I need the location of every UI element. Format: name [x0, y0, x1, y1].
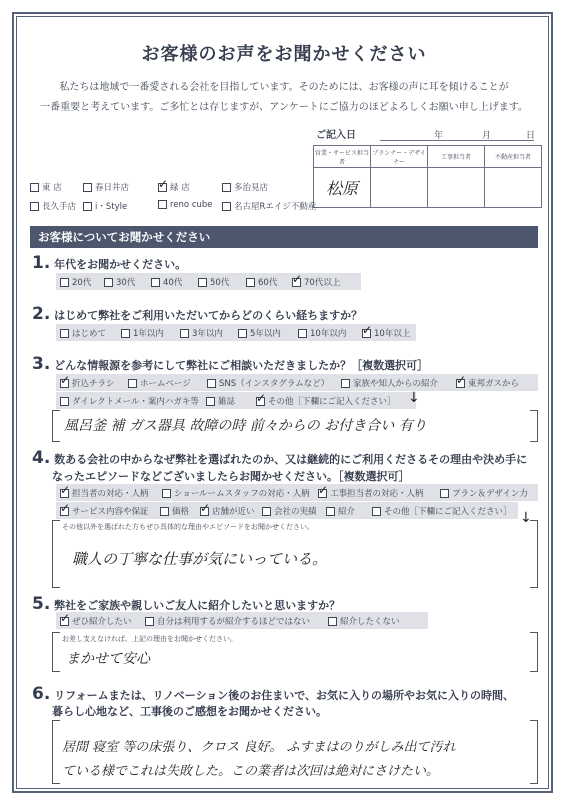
checkmark-icon: ✓ [158, 177, 169, 191]
q3-checkbox[interactable] [128, 379, 137, 388]
q3-question [32, 354, 428, 374]
q2-option[interactable] [60, 327, 106, 339]
q3-option-label: 東邦ガスから [468, 379, 520, 389]
staff-value-realestate[interactable] [485, 168, 542, 208]
q5-answer-bracket-right [530, 632, 538, 672]
store-option[interactable] [158, 200, 213, 210]
q4-option-label: プラン＆デザイン力 [452, 489, 528, 499]
q2-option[interactable] [180, 327, 223, 339]
q2-text: はじめて弊社をご利用いただいてからどのくらい経ちますか？ [54, 309, 363, 322]
q4-checkbox[interactable] [200, 501, 211, 516]
store-option[interactable] [83, 200, 127, 212]
q4-answer-bracket-left [52, 520, 60, 588]
entry-date-label: ご記入日 [316, 130, 356, 141]
staff-header-realestate: 不動産担当者 [485, 146, 542, 168]
q4-option-label: ショールームスタッフの対応・人柄 [174, 489, 310, 499]
q4-option-label: 店舗が近い [212, 507, 255, 517]
q4-question-line-2: なったエピソードなどございましたらお聞かせください。［複数選択可］ [52, 470, 410, 483]
checkmark-icon: ✓ [456, 373, 467, 387]
store-label: i・Style [95, 202, 128, 212]
store-checkbox[interactable] [158, 200, 167, 209]
q6-number: 6. [32, 684, 51, 704]
q3-checkbox[interactable] [206, 397, 215, 406]
q4-option-label: その他［下欄にご記入ください］ [384, 507, 512, 517]
q5-answer[interactable]: まかせて安心 [66, 651, 150, 667]
q6-text-1: リフォームまたは、リノベーション後のお住まいで、お気に入りの場所やお気に入りの時間、 [54, 689, 515, 702]
store-option[interactable] [30, 181, 62, 193]
q4-option-label: 会社の実績 [274, 507, 317, 517]
checkmark-icon: ✓ [292, 272, 303, 286]
q2-option[interactable] [238, 327, 281, 339]
q1-option[interactable] [151, 276, 182, 288]
q4-option-label: 価格 [172, 507, 190, 517]
q3-option-label: 雑誌 [218, 397, 236, 407]
q6-answer-bracket-right [530, 720, 538, 784]
q5-checkbox[interactable] [328, 617, 337, 626]
entry-year-label: 年 [434, 131, 444, 141]
store-checkbox[interactable] [83, 183, 92, 192]
q2-option-label: はじめて [72, 329, 107, 339]
store-option[interactable] [83, 181, 129, 193]
q2-checkbox[interactable] [121, 329, 130, 338]
q2-option-label: 5年以内 [250, 329, 281, 339]
q4-number: 4. [32, 448, 51, 468]
store-checkbox[interactable] [83, 202, 92, 211]
q2-option-label: 10年以内 [310, 329, 347, 339]
q4-checkbox[interactable] [372, 507, 381, 516]
store-checkbox[interactable] [158, 177, 169, 192]
q6-answer-line-2[interactable]: ている様でこれは失敗した。この業者は次回は絶対にさけたい。 [62, 764, 440, 779]
q2-checkbox[interactable] [180, 329, 189, 338]
q6-question-line-1 [32, 684, 514, 704]
q3-option-label: ホームページ [140, 379, 191, 389]
q3-answer-bracket-right [530, 410, 538, 442]
q5-option[interactable] [328, 615, 400, 627]
q1-option[interactable] [292, 272, 341, 288]
q3-option-label: 家族や知人からの紹介 [353, 379, 439, 389]
q1-checkbox[interactable] [60, 278, 69, 287]
q3-option[interactable] [341, 377, 438, 389]
q3-option[interactable] [256, 391, 396, 407]
q3-checkbox[interactable] [256, 391, 267, 406]
q2-checkbox[interactable] [238, 329, 247, 338]
q5-checkbox[interactable] [145, 617, 154, 626]
q5-option-label: 紹介したくない [340, 617, 400, 627]
q3-option[interactable] [206, 395, 235, 407]
q4-option-label: 工事担当者の対応・人柄 [330, 489, 424, 499]
q4-checkbox[interactable] [440, 489, 449, 498]
entry-date-underline [380, 140, 534, 141]
q2-checkbox[interactable] [362, 323, 373, 338]
q4-option-label: サービス内容や保証 [72, 507, 149, 517]
q3-option[interactable] [456, 373, 520, 389]
checkmark-icon: ✓ [60, 373, 71, 387]
checkmark-icon: ✓ [256, 391, 267, 405]
staff-header-sales: 営業・サービス担当者 [314, 146, 371, 168]
q4-checkbox[interactable] [262, 507, 271, 516]
q1-question [32, 253, 186, 273]
q4-option[interactable] [318, 483, 424, 499]
q2-checkbox[interactable] [60, 329, 69, 338]
intro-line-2: 一番重要と考えています。ご多忙とは存じますが、アンケートにご協力のほどよろしくお願い申し上げます。 [40, 102, 528, 113]
q1-text: 年代をお聞かせください。 [54, 258, 187, 271]
checkmark-icon: ✓ [318, 483, 329, 497]
q4-answer[interactable]: 職人の丁寧な仕事が気にいっている。 [72, 550, 328, 568]
checkmark-icon: ✓ [60, 483, 71, 497]
q2-option[interactable] [121, 327, 164, 339]
q4-option[interactable] [160, 505, 189, 517]
store-checkbox[interactable] [222, 183, 231, 192]
q3-checkbox[interactable] [60, 397, 69, 406]
staff-value-construction[interactable] [428, 168, 485, 208]
store-checkbox[interactable] [222, 202, 231, 211]
q4-option[interactable] [262, 505, 317, 517]
q1-checkbox[interactable] [292, 272, 303, 287]
q3-checkbox[interactable] [60, 373, 71, 388]
q3-number: 3. [32, 354, 51, 374]
q1-option-label: 60代 [258, 278, 278, 288]
q4-checkbox[interactable] [60, 483, 71, 498]
q4-question-line-1 [32, 448, 527, 468]
checkmark-icon: ✓ [200, 501, 211, 515]
q4-option-label: 担当者の対応・人柄 [72, 489, 149, 499]
q6-answer-line-1[interactable]: 居間 寝室 等の床張り、クロス 良好。 ふすまはのりがしみ出て汚れ [62, 740, 456, 755]
staff-value-planner[interactable] [371, 168, 428, 208]
q4-option-label: 紹介 [338, 507, 356, 517]
q4-option[interactable] [326, 505, 355, 517]
q3-option-label: 折込チラシ [72, 379, 115, 389]
store-label: 緑 店 [170, 183, 190, 193]
q3-option[interactable] [128, 377, 191, 389]
q4-option[interactable] [200, 501, 255, 517]
q5-number: 5. [32, 594, 51, 614]
q3-checkbox[interactable] [456, 373, 467, 388]
q5-checkbox[interactable] [60, 611, 71, 626]
q5-text: 弊社をご家族や親しいご友人に紹介したいと思いますか？ [54, 599, 341, 612]
checkmark-icon: ✓ [60, 611, 71, 625]
q5-option[interactable] [145, 615, 310, 627]
q1-option[interactable] [246, 276, 277, 288]
q3-checkbox[interactable] [207, 379, 216, 388]
q4-checkbox[interactable] [162, 489, 171, 498]
store-label: 春日井店 [95, 183, 130, 193]
q1-option-label: 30代 [116, 278, 136, 288]
q5-hint: お差し支えなければ、上記の理由をお聞かせください。 [62, 635, 237, 643]
q4-checkbox[interactable] [326, 507, 335, 516]
q3-text: どんな情報源を参考にして弊社にご相談いただきましたか？［複数選択可］ [54, 359, 429, 372]
store-label: reno cube [170, 200, 213, 210]
q1-option-label: 40代 [163, 278, 183, 288]
q5-option-label: 自分は利用するが紹介するほどではない [157, 617, 311, 627]
q3-option[interactable] [60, 373, 115, 389]
checkmark-icon: ✓ [60, 501, 71, 515]
q2-option[interactable] [298, 327, 346, 339]
q2-checkbox[interactable] [298, 329, 307, 338]
staff-table [313, 145, 542, 208]
store-label: 名古屋Rエイジ不動産 [234, 202, 317, 212]
q4-answer-bracket-right [530, 520, 538, 588]
store-label: 東 店 [42, 183, 62, 193]
arrow-down-icon: ↓ [408, 390, 420, 406]
q4-checkbox[interactable] [160, 507, 169, 516]
page-title: お客様のお声をお聞かせください [141, 44, 427, 65]
q1-checkbox[interactable] [151, 278, 160, 287]
q1-option-label: 50代 [210, 278, 230, 288]
q3-option[interactable] [207, 377, 329, 389]
q1-option-label: 70代以上 [304, 278, 341, 288]
q1-option[interactable] [60, 276, 91, 288]
q2-option-label: 10年以上 [374, 329, 411, 339]
store-option[interactable] [222, 181, 268, 193]
q6-question-line-2: 暮らし心地など、工事後のご感想をお聞かせください。 [52, 705, 327, 718]
q3-option-label: ダイレクトメール・案内ハガキ等 [72, 397, 199, 407]
section-header: お客様についてお聞かせください [30, 226, 538, 248]
entry-month-label: 月 [482, 131, 492, 141]
arrow-down-icon: ↓ [520, 510, 532, 526]
q2-option-label: 1年以内 [133, 329, 164, 339]
q5-option[interactable] [60, 611, 132, 627]
q4-hint: その他以外を選ばれた方もぜひ具体的な理由やエピソードをお聞かせください。 [62, 523, 314, 531]
q3-option-label: SNS（インスタグラムなど） [219, 379, 330, 389]
q4-option[interactable] [440, 487, 528, 499]
q6-answer-bracket-left [52, 720, 60, 784]
store-option[interactable] [30, 200, 76, 212]
staff-header-construction: 工事担当者 [428, 146, 485, 168]
q1-checkbox[interactable] [198, 278, 207, 287]
store-checkbox[interactable] [30, 183, 39, 192]
q4-option[interactable] [162, 487, 310, 499]
q4-text-1: 数ある会社の中からなぜ弊社を選ばれたのか、又は継続的にご利用くださるその理由や決め手に [54, 453, 528, 466]
q3-option-label: その他［下欄にご記入ください］ [268, 397, 396, 407]
entry-day-label: 日 [526, 131, 536, 141]
q5-option-label: ぜひ紹介したい [72, 617, 132, 627]
q3-answer-bracket-left [52, 410, 60, 442]
q3-option[interactable] [60, 395, 199, 407]
q4-option[interactable] [60, 501, 149, 517]
q3-answer[interactable]: 風呂釜 補 ガス器具 故障の時 前々からの お付き合い 有り [64, 418, 427, 434]
staff-value-sales[interactable]: 松原 [314, 168, 371, 208]
q2-option[interactable] [362, 323, 411, 339]
q1-checkbox[interactable] [104, 278, 113, 287]
q4-checkbox[interactable] [318, 483, 329, 498]
staff-header-planner: プランナー・デザイナー [371, 146, 428, 168]
store-checkbox[interactable] [30, 202, 39, 211]
checkmark-icon: ✓ [362, 323, 373, 337]
q1-number: 1. [32, 253, 51, 273]
q1-option[interactable] [198, 276, 229, 288]
store-label: 長久手店 [42, 202, 77, 212]
store-option[interactable] [222, 200, 316, 212]
q5-question [32, 594, 340, 614]
q2-question [32, 304, 362, 324]
q5-answer-bracket-left [52, 632, 60, 672]
q1-option-label: 20代 [72, 278, 92, 288]
q4-option[interactable] [60, 483, 149, 499]
q3-checkbox[interactable] [341, 379, 350, 388]
q2-number: 2. [32, 304, 51, 324]
q2-option-label: 3年以内 [192, 329, 223, 339]
q1-checkbox[interactable] [246, 278, 255, 287]
store-option[interactable] [158, 177, 190, 193]
store-label: 多治見店 [234, 183, 269, 193]
q4-checkbox[interactable] [60, 501, 71, 516]
q4-option[interactable] [372, 505, 512, 517]
intro-line-1: 私たちは地域で一番愛される会社を目指しています。そのためには、お客様の声に耳を傾けることが [59, 82, 509, 93]
q1-option[interactable] [104, 276, 135, 288]
